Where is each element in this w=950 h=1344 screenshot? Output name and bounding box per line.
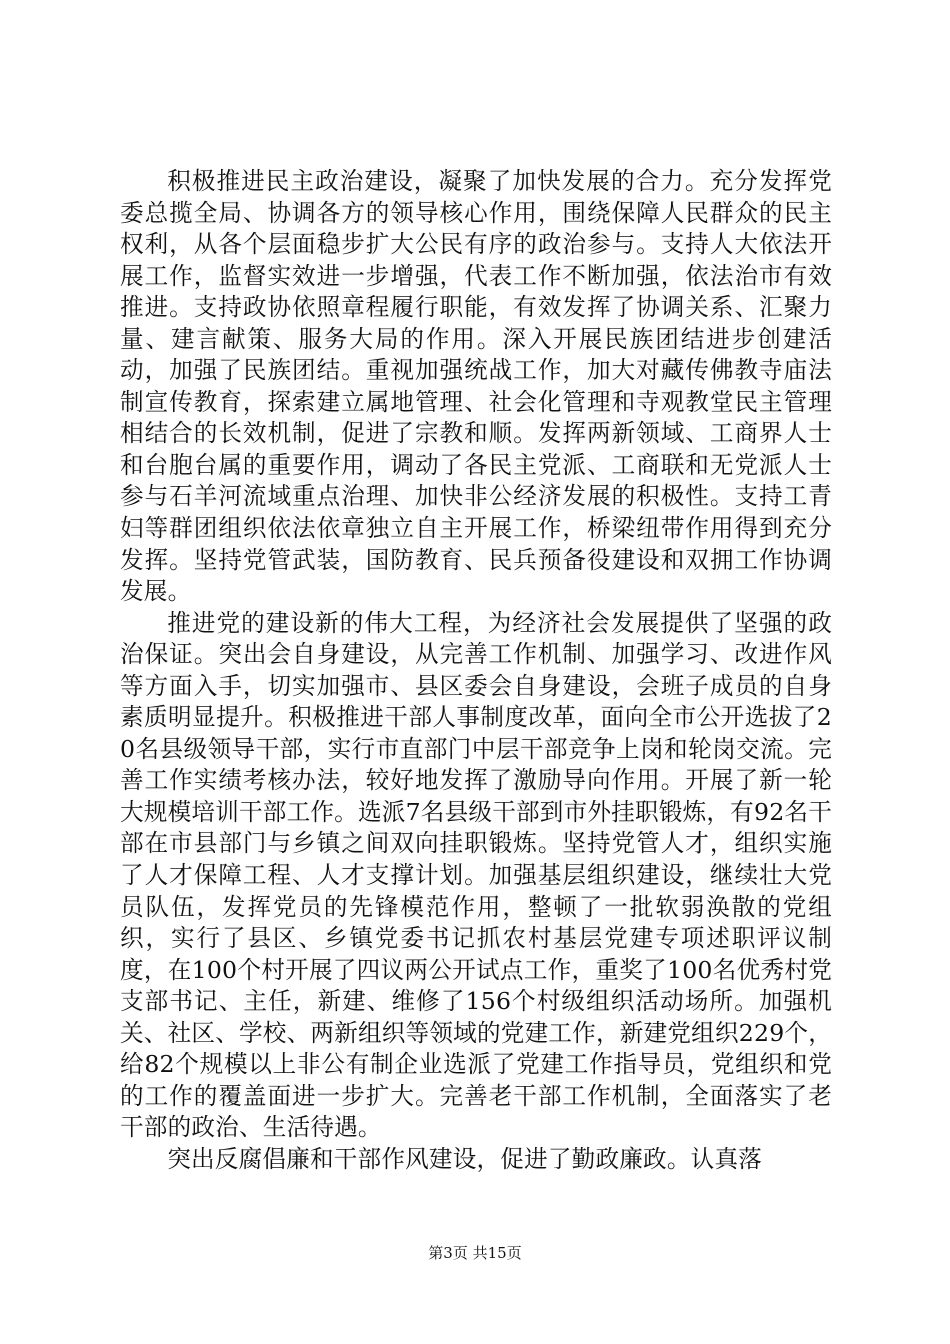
paragraph-anti-corruption: 突出反腐倡廉和干部作风建设，促进了勤政廉政。认真落 <box>167 1144 763 1173</box>
paragraph-democratic-politics: 积极推进民主政治建设，凝聚了加快发展的合力。充分发挥党委总揽全局、协调各方的领导核心作用，围绕保障人民群众的民主权利，从各个层面稳步扩大公民有序的政治参与。支持人大依法开展工作，监督实效进一步增强，代表工作不断加强，依法治市有效推进。支持政协依照章程履行职能，有效发挥了协调关系、汇聚力量、建言献策、服务大局的作用。深入开展民族团结进步创建活动，加强了民族团结。重视加强统战工作，加大对藏传佛教寺庙法制宣传教育，探索建立属地管理、社会化管理和寺观教堂民主管理相结合的长效机制，促进了宗教和顺。发挥两新领域、工商界人士和台胞台属的重要作用，调动了各民主党派、工商联和无党派人士参与石羊河流域重点治理、加快非公经济发展的积极性。支持工青妇等群团组织依法依章独立自主开展工作，桥梁纽带作用得到充分发挥。坚持党管武装，国防教育、民兵预备役建设和双拥工作协调发展。 <box>120 167 832 606</box>
document-body <box>120 166 832 1176</box>
paragraph-party-building: 推进党的建设新的伟大工程，为经济社会发展提供了坚强的政治保证。突出会自身建设，从完善工作机制、加强学习、改进作风等方面入手，切实加强市、县区委会自身建设，会班子成员的自身素质明显提升。积极推进干部人事制度改革，面向全市公开选拔了20名县级领导干部，实行市直部门中层干部竞争上岗和轮岗交流。完善工作实绩考核办法，较好地发挥了激励导向作用。开展了新一轮大规模培训干部工作。选派7名县级干部到市外挂职锻炼，有92名干部在市县部门与乡镇之间双向挂职锻炼。坚持党管人才，组织实施了人才保障工程、人才支撑计划。加强基层组织建设，继续壮大党员队伍，发挥党员的先锋模范作用，整顿了一批软弱涣散的党组织，实行了县区、乡镇党委书记抓农村基层党建专项述职评议制度，在100个村开展了四议两公开试点工作，重奖了100名优秀村党支部书记、主任，新建、维修了156个村级组织活动场所。加强机关、社区、学校、两新组织等领域的党建工作，新建党组织229个，给82个规模以上非公有制企业选派了党建工作指导员，党组织和党的工作的覆盖面进一步扩大。完善老干部工作机制，全面落实了老干部的政治、生活待遇。 <box>120 608 832 1142</box>
page-number-footer: 第3页 共15页 <box>428 1244 522 1262</box>
